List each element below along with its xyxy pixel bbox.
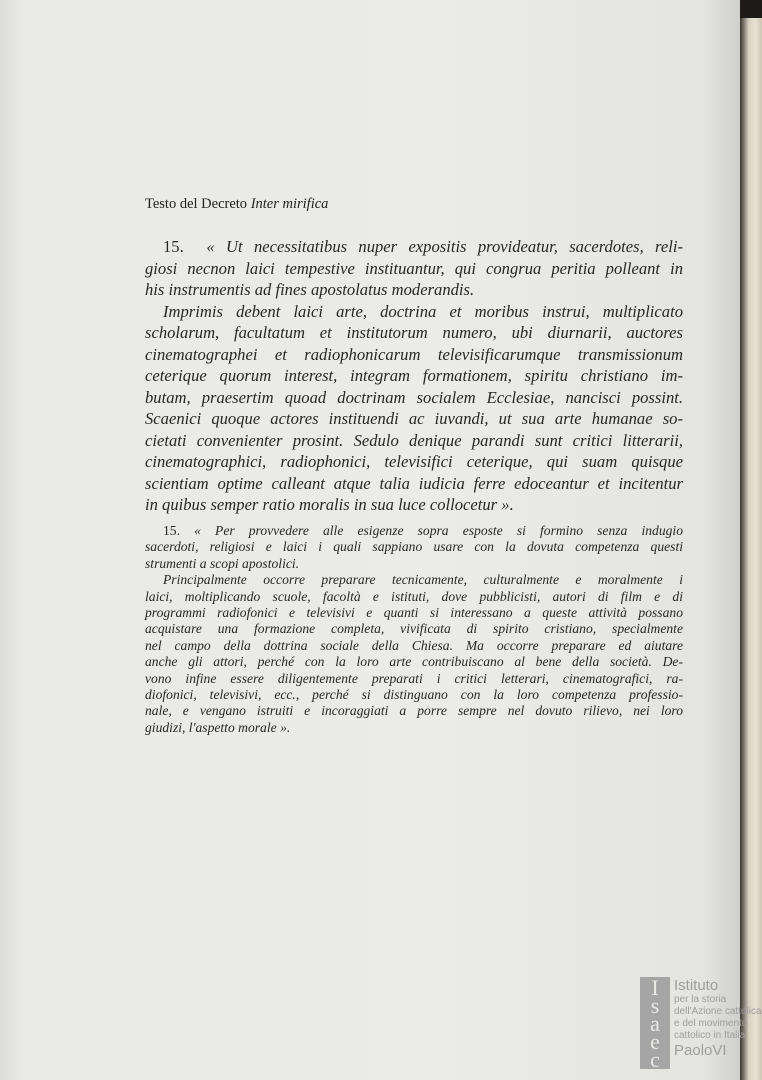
isacem-watermark-logo <box>640 975 762 1072</box>
paragraph-number: 15. <box>163 237 184 256</box>
text-line: cinematographici, radiophonici, televisifici ceterique, qui suam quisque <box>145 452 683 471</box>
text-line: diofonici, televisivi, ecc., perché si distinguano con la loro competenza professio- <box>145 687 683 703</box>
paragraph-number: 15. <box>163 523 180 538</box>
running-header <box>145 196 328 213</box>
text-line: vono infine essere diligentemente preparati i critici letterari, cinematografici, ra- <box>145 670 683 686</box>
logo-text: Istituto per la storia dell'Azione cattolica e del movimento cattolico in Italia PaoloVI <box>674 977 762 1059</box>
text-line: cinematographei et radiophonicarum televisificarumque transmissionum <box>145 344 683 364</box>
italian-text-block <box>145 523 683 736</box>
text-line: nale, e vengano istruiti e incoraggiati a porre sempre nel dovuto rilievo, nei loro <box>145 703 683 719</box>
header-text: Testo del Decreto <box>145 196 251 212</box>
text-line: in quibus semper ratio moralis in sua luce collocetur ». <box>145 495 514 514</box>
text-line: Principalmente occorre preparare tecnicamente, culturalmente e moralmente i <box>163 572 683 588</box>
logo-monogram: I s a e c <box>640 977 670 1069</box>
text-line: his instrumentis ad fines apostolatus moderandis. <box>145 280 475 299</box>
text-line: 15. « Per provvedere alle esigenze sopra esposte si formino senza indugio <box>163 523 683 538</box>
text-line: giudizi, l'aspetto morale ». <box>145 719 291 735</box>
text-line: Imprimis debent laici arte, doctrina et moribus instrui, multiplicato <box>163 301 683 321</box>
text-line: giosi necnon laici tempestive instituantur, qui congrua peritia polleant in <box>145 258 683 278</box>
book-page-edge <box>740 0 762 1080</box>
text-line: anche gli attori, perché con la loro arte contribuiscano al bene della società. De- <box>145 654 683 670</box>
header-title: Inter mirifica <box>250 196 329 212</box>
text-line: butam, praesertim quoad doctrinam socialem Ecclesiae, nancisci possint. <box>145 387 683 407</box>
text-line: scholarum, facultatum et institutorum numero, ubi diurnarii, auctores <box>145 323 683 342</box>
text-line: sacerdoti, religiosi e laici i quali sappiano usare con la dovuta competenza questi <box>145 539 683 555</box>
text-line: nel campo della dottrina sociale della Chiesa. Ma occorre preparare ed aiutare <box>145 637 683 653</box>
text-line: Scaenici quoque actores instituendi ac iuvandi, ut sua arte humanae so- <box>145 409 683 428</box>
text-line: strumenti a scopi apostolici. <box>145 555 300 571</box>
text-line: cietati convenienter prosint. Sedulo denique parandi sunt critici litterarii, <box>145 430 683 450</box>
scan-background <box>740 0 762 18</box>
text-line: scientiam optime calleant atque talia iudicia ferre edoceantur et incitentur <box>145 473 683 493</box>
text-line: laici, moltiplicando scuole, facoltà e istituti, dove pubblicisti, autori di film e di <box>145 588 683 604</box>
text-line: 15. « Ut necessitatibus nuper expositis provideatur, sacerdotes, reli- <box>163 237 684 256</box>
text-line: ceterique quorum interest, integram formationem, spiritu christiano im- <box>145 366 683 385</box>
latin-text-block <box>145 236 683 516</box>
text-line: acquistare una formazione completa, vivificata di spirito cristiano, specialmente <box>145 621 683 637</box>
text-line: programmi radiofonici e televisivi e quanti si interessano a queste attività possano <box>145 605 683 621</box>
